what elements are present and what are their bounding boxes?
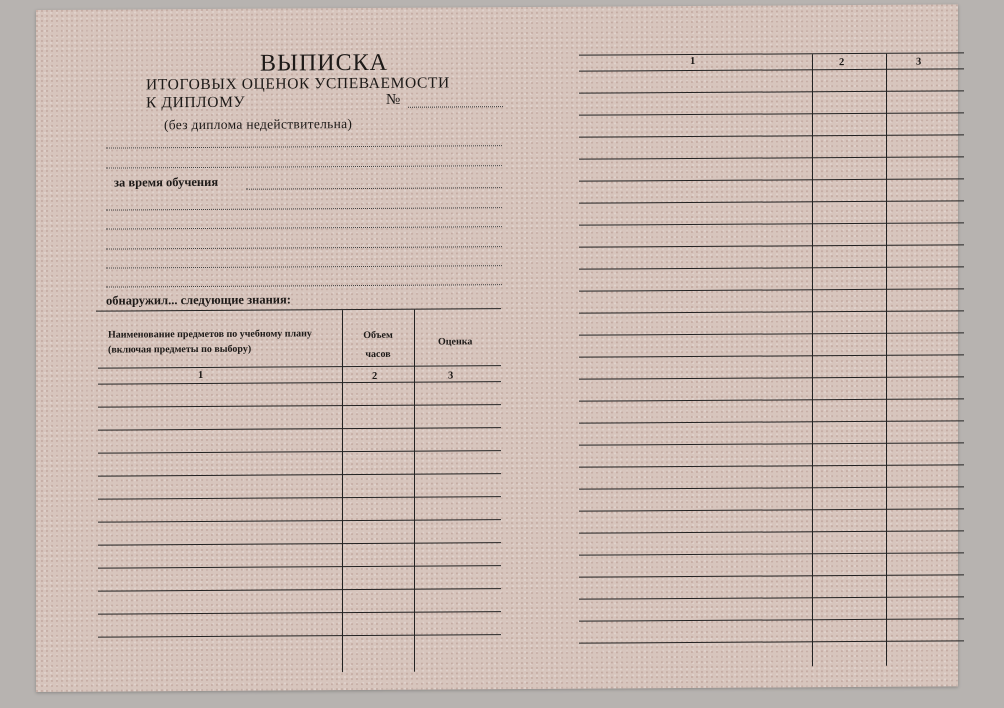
right-table-row-line: [579, 222, 964, 225]
table-row-line: [98, 473, 501, 476]
table-row-line: [98, 588, 501, 591]
right-table-row-line: [579, 332, 964, 335]
right-table-row-line: [579, 156, 964, 159]
right-table-row-line: [579, 530, 964, 533]
validity-note: (без диплома недействительна): [164, 116, 353, 133]
study-period-field: [246, 187, 502, 190]
right-col-number-3: 3: [916, 56, 922, 68]
right-table-row-line: [579, 112, 964, 115]
table-row-line: [98, 634, 501, 637]
name-field-line-1: [106, 145, 502, 148]
knowledge-label: обнаружил... следующие знания:: [106, 292, 291, 308]
table-row-line: [98, 496, 501, 499]
table-row-line: [98, 404, 501, 407]
right-table-row-line: [579, 354, 964, 357]
number-sign: №: [386, 91, 401, 108]
institution-field-line-2: [106, 226, 502, 229]
institution-field-line-5: [106, 284, 502, 287]
right-col-number-1: 1: [690, 55, 696, 68]
diploma-supplement-form: [36, 4, 958, 692]
name-field-line-2: [106, 165, 502, 168]
table-col-divider-2: [414, 310, 415, 672]
right-table-row-line: [579, 134, 964, 137]
right-table-row-line: [579, 90, 964, 93]
col-grade-header: Оценка: [438, 336, 473, 348]
col-number-3: 3: [448, 370, 454, 382]
col-number-2: 2: [372, 370, 378, 382]
right-table-row-line: [579, 310, 964, 313]
right-table-row-line: [579, 508, 964, 511]
institution-field-line-4: [106, 265, 502, 268]
right-table-row-line: [579, 398, 964, 401]
diploma-number-field: [408, 106, 503, 108]
right-table-row-line: [579, 552, 964, 555]
table-row-line: [98, 542, 501, 545]
right-table-col-divider-2: [886, 54, 887, 666]
form-title: ВЫПИСКА: [260, 49, 388, 77]
table-row-line: [98, 611, 501, 614]
table-row-line: [98, 381, 501, 384]
right-table-row-line: [579, 618, 964, 621]
institution-field-line-1: [106, 207, 502, 210]
right-table-row-line: [579, 442, 964, 445]
right-table-row-line: [579, 640, 964, 643]
table-row-line: [98, 565, 501, 568]
right-table-col-divider-1: [812, 54, 813, 666]
table-header-bottom: [98, 365, 501, 368]
right-table-row-line: [579, 244, 964, 247]
right-table-row-line: [579, 266, 964, 269]
right-table-top-border: [579, 52, 964, 55]
table-col-divider-1: [342, 310, 343, 672]
form-subtitle-line2: К ДИПЛОМУ: [146, 93, 246, 112]
right-table-row-line: [579, 596, 964, 599]
right-table-row-line: [579, 420, 964, 423]
col-number-1: 1: [198, 369, 204, 382]
right-table-row-line: [579, 68, 964, 71]
table-top-border: [96, 308, 501, 311]
col-hours-header: Объем часов: [363, 329, 393, 360]
right-table-row-line: [579, 178, 964, 181]
institution-field-line-3: [106, 246, 502, 249]
col-subject-header: Наименование предметов по учебному плану (включая предметы по выбору): [108, 328, 312, 356]
table-row-line: [98, 427, 501, 430]
right-table-row-line: [579, 288, 964, 291]
right-table-row-line: [579, 574, 964, 577]
form-subtitle-line1: ИТОГОВЫХ ОЦЕНОК УСПЕВАЕМОСТИ: [146, 74, 450, 94]
right-table-row-line: [579, 464, 964, 467]
table-row-line: [98, 519, 501, 522]
right-table-row-line: [579, 200, 964, 203]
right-col-number-2: 2: [839, 57, 845, 69]
right-table-row-line: [579, 486, 964, 489]
table-row-line: [98, 450, 501, 453]
study-period-label: за время обучения: [114, 174, 219, 190]
right-table-row-line: [579, 376, 964, 379]
